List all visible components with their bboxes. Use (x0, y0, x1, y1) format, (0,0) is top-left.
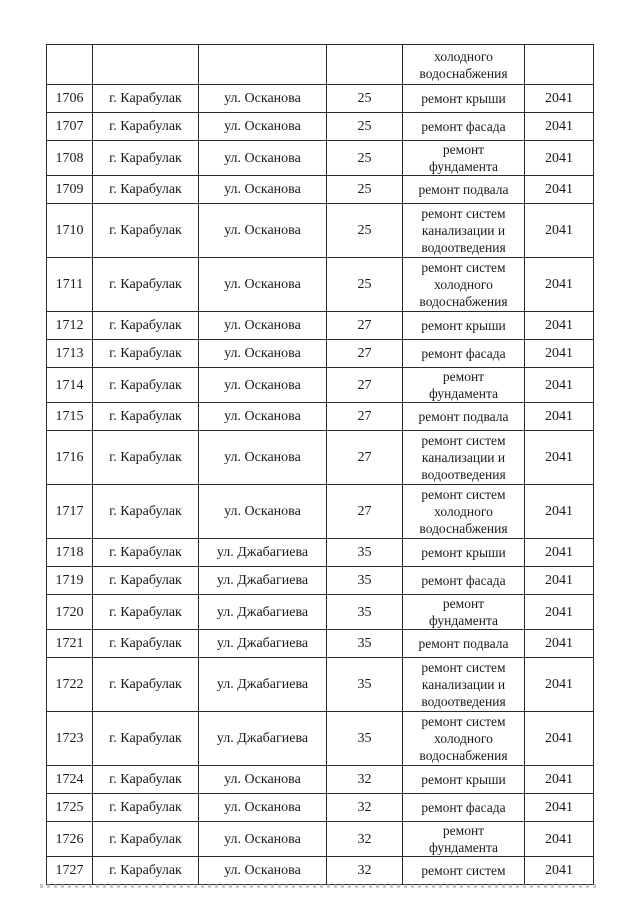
year-cell: 2041 (525, 258, 594, 312)
house-number-cell: 27 (327, 485, 403, 539)
table-row (47, 204, 594, 258)
city-cell: г. Карабулак (93, 857, 199, 885)
year-cell: 2041 (525, 539, 594, 567)
house-number-cell: 32 (327, 766, 403, 794)
street-cell: ул. Осканова (199, 85, 327, 113)
street-cell: ул. Осканова (199, 794, 327, 822)
work-type-cell: ремонт фундамента (403, 368, 525, 403)
year-cell: 2041 (525, 340, 594, 368)
year-cell: 2041 (525, 712, 594, 766)
row-number-cell: 1719 (47, 567, 93, 595)
row-number-cell: 1708 (47, 141, 93, 176)
house-number-cell: 27 (327, 340, 403, 368)
row-number-cell: 1727 (47, 857, 93, 885)
year-cell: 2041 (525, 567, 594, 595)
city-cell: г. Карабулак (93, 595, 199, 630)
city-cell: г. Карабулак (93, 312, 199, 340)
work-type-cell: ремонт фундамента (403, 822, 525, 857)
work-type-cell: ремонт подвала (403, 176, 525, 204)
year-cell (525, 45, 594, 85)
city-cell: г. Карабулак (93, 712, 199, 766)
year-cell: 2041 (525, 595, 594, 630)
row-number-cell: 1721 (47, 630, 93, 658)
house-number-cell (327, 45, 403, 85)
row-number-cell (47, 45, 93, 85)
row-number-cell: 1717 (47, 485, 93, 539)
street-cell: ул. Осканова (199, 857, 327, 885)
work-type-cell: ремонт фасада (403, 567, 525, 595)
table-row (47, 857, 594, 885)
house-number-cell: 32 (327, 857, 403, 885)
work-type-cell: ремонт крыши (403, 85, 525, 113)
house-number-cell: 25 (327, 258, 403, 312)
street-cell: ул. Джабагиева (199, 595, 327, 630)
row-number-cell: 1724 (47, 766, 93, 794)
row-number-cell: 1706 (47, 85, 93, 113)
work-type-cell: ремонт фасада (403, 340, 525, 368)
street-cell: ул. Джабагиева (199, 712, 327, 766)
city-cell: г. Карабулак (93, 368, 199, 403)
house-number-cell: 25 (327, 141, 403, 176)
row-number-cell: 1723 (47, 712, 93, 766)
year-cell: 2041 (525, 113, 594, 141)
work-type-cell: ремонт подвала (403, 403, 525, 431)
table-row (47, 368, 594, 403)
row-number-cell: 1711 (47, 258, 93, 312)
table-row (47, 340, 594, 368)
city-cell: г. Карабулак (93, 822, 199, 857)
table-row (47, 658, 594, 712)
street-cell: ул. Осканова (199, 368, 327, 403)
house-number-cell: 35 (327, 712, 403, 766)
table-row (47, 766, 594, 794)
house-number-cell: 25 (327, 176, 403, 204)
work-type-cell: ремонт крыши (403, 766, 525, 794)
year-cell: 2041 (525, 794, 594, 822)
work-type-cell: ремонт крыши (403, 539, 525, 567)
row-number-cell: 1726 (47, 822, 93, 857)
city-cell: г. Карабулак (93, 204, 199, 258)
table-row (47, 595, 594, 630)
street-cell: ул. Осканова (199, 766, 327, 794)
city-cell: г. Карабулак (93, 141, 199, 176)
city-cell: г. Карабулак (93, 485, 199, 539)
table-row (47, 45, 594, 85)
table-row (47, 113, 594, 141)
year-cell: 2041 (525, 312, 594, 340)
street-cell: ул. Осканова (199, 312, 327, 340)
row-number-cell: 1725 (47, 794, 93, 822)
year-cell: 2041 (525, 857, 594, 885)
street-cell: ул. Осканова (199, 113, 327, 141)
table-row (47, 567, 594, 595)
work-type-cell: ремонт систем холодного водоснабжения (403, 258, 525, 312)
street-cell: ул. Осканова (199, 340, 327, 368)
street-cell (199, 45, 327, 85)
street-cell: ул. Джабагиева (199, 630, 327, 658)
year-cell: 2041 (525, 822, 594, 857)
row-number-cell: 1713 (47, 340, 93, 368)
table-row (47, 539, 594, 567)
table-row (47, 712, 594, 766)
table-row (47, 85, 594, 113)
table-row (47, 176, 594, 204)
city-cell: г. Карабулак (93, 766, 199, 794)
house-number-cell: 35 (327, 539, 403, 567)
table-row (47, 822, 594, 857)
city-cell: г. Карабулак (93, 794, 199, 822)
table-row (47, 431, 594, 485)
row-number-cell: 1715 (47, 403, 93, 431)
work-type-cell: ремонт систем (403, 857, 525, 885)
row-number-cell: 1718 (47, 539, 93, 567)
house-number-cell: 35 (327, 595, 403, 630)
year-cell: 2041 (525, 141, 594, 176)
street-cell: ул. Осканова (199, 403, 327, 431)
year-cell: 2041 (525, 204, 594, 258)
street-cell: ул. Джабагиева (199, 567, 327, 595)
house-number-cell: 27 (327, 431, 403, 485)
row-number-cell: 1710 (47, 204, 93, 258)
year-cell: 2041 (525, 658, 594, 712)
city-cell: г. Карабулак (93, 340, 199, 368)
work-type-cell: ремонт фундамента (403, 595, 525, 630)
year-cell: 2041 (525, 431, 594, 485)
work-type-cell: холодного водоснабжения (403, 45, 525, 85)
city-cell: г. Карабулак (93, 403, 199, 431)
table-row (47, 485, 594, 539)
row-number-cell: 1709 (47, 176, 93, 204)
city-cell: г. Карабулак (93, 176, 199, 204)
year-cell: 2041 (525, 176, 594, 204)
table-row (47, 141, 594, 176)
house-number-cell: 25 (327, 85, 403, 113)
work-type-cell: ремонт систем холодного водоснабжения (403, 485, 525, 539)
page-cut-edge (40, 884, 600, 888)
year-cell: 2041 (525, 85, 594, 113)
house-number-cell: 35 (327, 567, 403, 595)
city-cell: г. Карабулак (93, 539, 199, 567)
work-type-cell: ремонт систем канализации и водоотведения (403, 658, 525, 712)
city-cell: г. Карабулак (93, 85, 199, 113)
street-cell: ул. Осканова (199, 141, 327, 176)
work-type-cell: ремонт фундамента (403, 141, 525, 176)
table-row (47, 630, 594, 658)
street-cell: ул. Осканова (199, 485, 327, 539)
work-type-cell: ремонт систем канализации и водоотведения (403, 431, 525, 485)
work-type-cell: ремонт фасада (403, 113, 525, 141)
work-type-cell: ремонт систем канализации и водоотведения (403, 204, 525, 258)
city-cell: г. Карабулак (93, 113, 199, 141)
row-number-cell: 1720 (47, 595, 93, 630)
city-cell: г. Карабулак (93, 630, 199, 658)
house-number-cell: 35 (327, 658, 403, 712)
street-cell: ул. Джабагиева (199, 658, 327, 712)
city-cell (93, 45, 199, 85)
street-cell: ул. Осканова (199, 258, 327, 312)
table-body (47, 45, 594, 885)
city-cell: г. Карабулак (93, 258, 199, 312)
year-cell: 2041 (525, 766, 594, 794)
house-number-cell: 27 (327, 312, 403, 340)
table-row (47, 403, 594, 431)
house-number-cell: 25 (327, 204, 403, 258)
house-number-cell: 35 (327, 630, 403, 658)
house-number-cell: 25 (327, 113, 403, 141)
street-cell: ул. Джабагиева (199, 539, 327, 567)
year-cell: 2041 (525, 403, 594, 431)
city-cell: г. Карабулак (93, 431, 199, 485)
year-cell: 2041 (525, 630, 594, 658)
city-cell: г. Карабулак (93, 658, 199, 712)
house-number-cell: 27 (327, 403, 403, 431)
table-row (47, 312, 594, 340)
year-cell: 2041 (525, 368, 594, 403)
street-cell: ул. Осканова (199, 204, 327, 258)
house-number-cell: 27 (327, 368, 403, 403)
work-type-cell: ремонт систем холодного водоснабжения (403, 712, 525, 766)
repair-schedule-table (46, 44, 594, 885)
table-row (47, 258, 594, 312)
street-cell: ул. Осканова (199, 431, 327, 485)
row-number-cell: 1722 (47, 658, 93, 712)
year-cell: 2041 (525, 485, 594, 539)
work-type-cell: ремонт фасада (403, 794, 525, 822)
work-type-cell: ремонт подвала (403, 630, 525, 658)
house-number-cell: 32 (327, 822, 403, 857)
street-cell: ул. Осканова (199, 822, 327, 857)
table-row (47, 794, 594, 822)
house-number-cell: 32 (327, 794, 403, 822)
row-number-cell: 1716 (47, 431, 93, 485)
work-type-cell: ремонт крыши (403, 312, 525, 340)
row-number-cell: 1712 (47, 312, 93, 340)
city-cell: г. Карабулак (93, 567, 199, 595)
street-cell: ул. Осканова (199, 176, 327, 204)
row-number-cell: 1707 (47, 113, 93, 141)
row-number-cell: 1714 (47, 368, 93, 403)
